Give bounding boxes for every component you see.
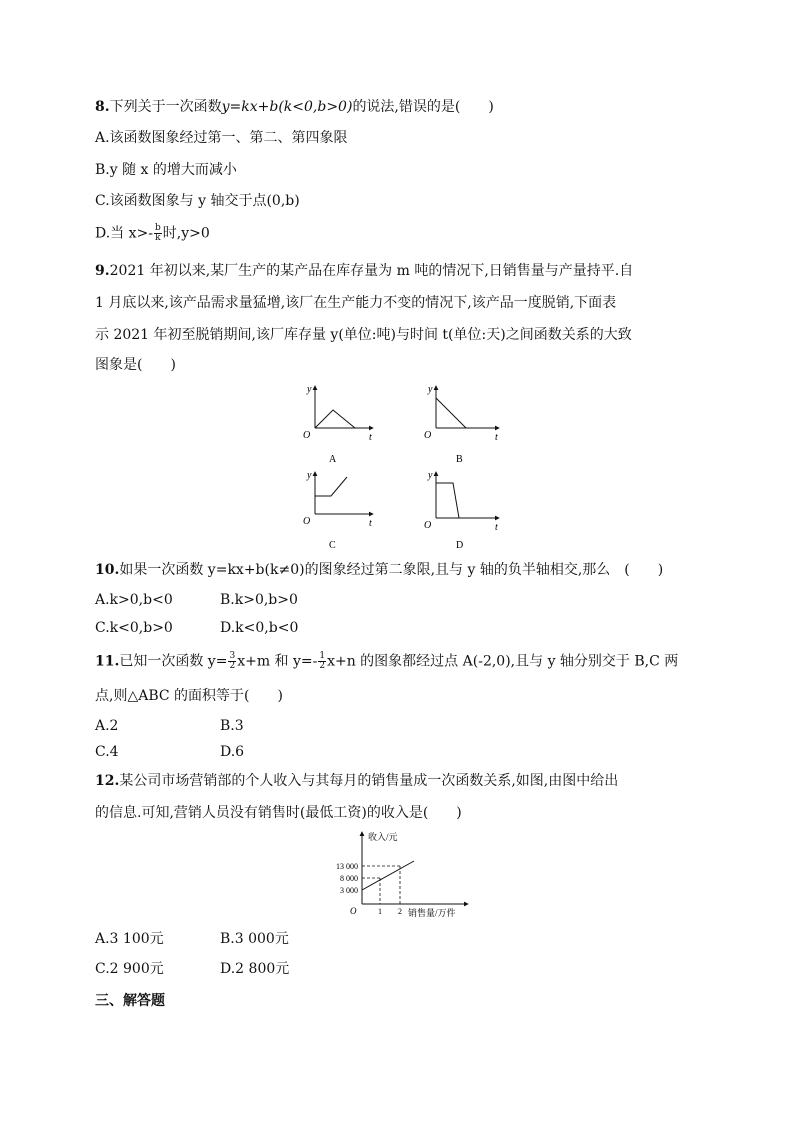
q12-option-d: D.2 800元 — [220, 961, 290, 977]
origin-label: O — [350, 906, 357, 916]
graph-line — [315, 477, 347, 496]
graph-b — [424, 384, 499, 465]
q12-option-c: C.2 900元 — [95, 961, 164, 977]
q10-stem: 10.如果一次函数 y=kx+b(k≠0)的图象经过第二象限,且与 y 轴的负半轴相交,那么 ( ) — [95, 562, 664, 578]
y-axis-label: y — [428, 470, 433, 481]
q8-option-d: D.当 x>- $\frac{b}{k}$ 时,y>0 — [95, 223, 210, 243]
section-title: 三、解答题 — [95, 993, 165, 1009]
q10-option-d: D.k<0,b<0 — [220, 620, 299, 636]
graph-line — [436, 398, 466, 428]
origin-label: O — [424, 520, 432, 531]
q10-option-a: A.k>0,b<0 — [95, 592, 173, 608]
y-tick-label: 8 000 — [340, 874, 358, 883]
graph-line — [436, 483, 459, 518]
x-tick-label: 2 — [398, 907, 402, 916]
x-tick-label: 1 — [378, 907, 382, 916]
graph-label: A — [329, 454, 337, 465]
fraction: $\frac{b}{k}$ — [154, 223, 161, 243]
q9-line-2: 1 月底以来,该产品需求量猛增,该厂在生产能力不变的情况下,该产品一度脱销,下面表 — [95, 295, 617, 311]
y-axis-label: y — [307, 470, 312, 481]
origin-label: O — [303, 516, 311, 527]
q8-number: 8. — [95, 99, 110, 115]
q10-option-b: B.k>0,b>0 — [220, 592, 298, 608]
x-axis-label: t — [495, 432, 498, 443]
graph-label: C — [329, 540, 336, 551]
graph-line — [315, 410, 355, 428]
q9-graphs — [285, 380, 515, 555]
q11-number: 11. — [95, 653, 120, 670]
graph-d — [424, 470, 499, 551]
q9-line-3: 示 2021 年初至脱销期间,该厂库存量 y(单位:吨)与时间 t(单位:天)之间函数关系的大致 — [95, 327, 632, 343]
y-tick-label: 3 000 — [340, 886, 358, 895]
y-axis-label: 收入/元 — [368, 832, 398, 842]
q12-chart — [320, 828, 480, 920]
q11-stem: 11.已知一次函数 y= $\frac{3}{2}$ x+m 和 y=- $\frac{1}{2}$ x+n 的图象都经过点 A(-2,0),且与 y 轴分别交于 B,C 两 — [95, 651, 679, 671]
q12-line-1: 12.某公司市场营销部的个人收入与其每月的销售量成一次函数关系,如图,由图中给出 — [95, 773, 619, 789]
x-axis-label: t — [369, 518, 372, 529]
q12-option-b: B.3 000元 — [220, 931, 289, 947]
q8-stem: 8.下列关于一次函数y=kx+b(k<0,b>0)的说法,错误的是( ) — [95, 99, 494, 115]
fraction: $\frac{3}{2}$ — [229, 651, 236, 671]
x-axis-label: t — [495, 522, 498, 533]
origin-label: O — [424, 430, 432, 441]
x-axis-label: t — [369, 432, 372, 443]
q8-option-b: B.y 随 x 的增大而减小 — [95, 162, 237, 178]
graph-label: B — [456, 454, 463, 465]
q9-line-1: 9.2021 年初以来,某厂生产的某产品在库存量为 m 吨的情况下,日销售量与产量持平.自 — [95, 263, 634, 279]
income-line — [362, 861, 414, 890]
q10-option-c: C.k<0,b>0 — [95, 620, 173, 636]
x-axis-label: 销售量/万件 — [408, 908, 456, 918]
q12-option-a: A.3 100元 — [95, 931, 164, 947]
q11-option-b: B.3 — [220, 718, 244, 734]
q12-number: 12. — [95, 773, 120, 789]
q9-line-4: 图象是( ) — [95, 357, 176, 373]
q11-line-2: 点,则△ABC 的面积等于( ) — [95, 688, 283, 704]
q12-line-2: 的信息.可知,营销人员没有销售时(最低工资)的收入是( ) — [95, 805, 462, 821]
q11-option-c: C.4 — [95, 744, 119, 760]
y-axis-label: y — [428, 384, 433, 395]
q11-option-a: A.2 — [95, 718, 119, 734]
q11-option-d: D.6 — [220, 744, 245, 760]
fraction: $\frac{1}{2}$ — [319, 651, 326, 671]
q9-number: 9. — [95, 263, 110, 279]
graph-c — [303, 470, 373, 551]
graph-a — [303, 384, 373, 465]
y-tick-label: 13 000 — [336, 862, 358, 871]
y-axis-label: y — [307, 384, 312, 395]
origin-label: O — [303, 430, 311, 441]
q8-option-a: A.该函数图象经过第一、第二、第四象限 — [95, 130, 348, 146]
graph-label: D — [456, 540, 464, 551]
q8-option-c: C.该函数图象与 y 轴交于点(0,b) — [95, 193, 300, 209]
q10-number: 10. — [95, 562, 120, 578]
